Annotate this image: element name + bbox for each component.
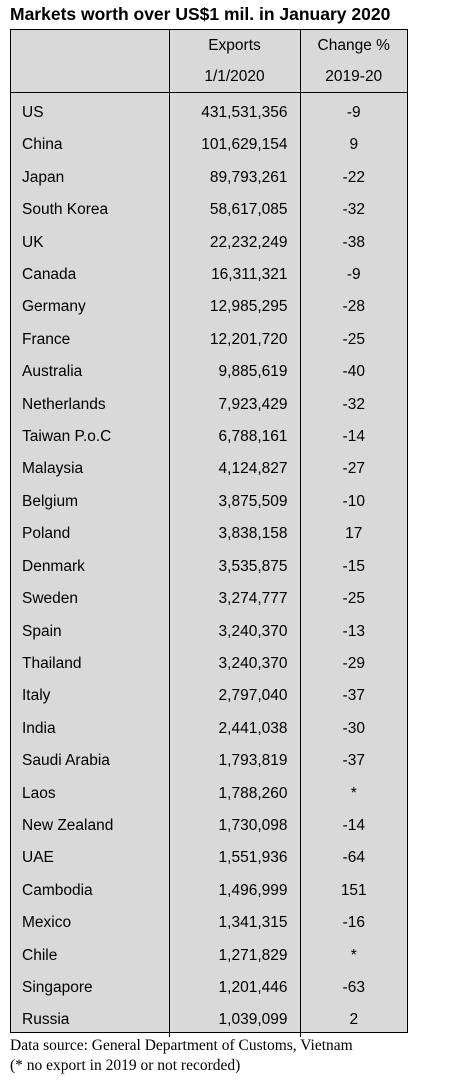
country-cell: Russia: [22, 1011, 70, 1029]
table-header-row: [11, 30, 407, 93]
header-change-period: 2019-20: [325, 68, 383, 85]
table-row: [11, 745, 407, 777]
table-row: [11, 875, 407, 907]
exports-cell: 1,551,936: [169, 842, 300, 874]
exports-cell: 89,793,261: [169, 162, 300, 194]
change-cell: -15: [300, 551, 407, 583]
country-cell: Cambodia: [22, 881, 93, 899]
exports-cell: 1,793,819: [169, 745, 300, 777]
exports-cell: 58,617,085: [169, 194, 300, 226]
country-cell: UK: [22, 233, 44, 251]
table-row: [11, 842, 407, 874]
table-row: [11, 194, 407, 226]
data-source-note: Data source: General Department of Customs, Vietnam: [10, 1037, 353, 1054]
header-exports-date: 1/1/2020: [204, 68, 265, 85]
country-cell: Laos: [22, 784, 56, 802]
exports-cell: 101,629,154: [169, 129, 300, 161]
table-row: [11, 648, 407, 680]
change-cell: -9: [300, 93, 407, 130]
country-cell: India: [22, 719, 56, 737]
change-cell: -40: [300, 356, 407, 388]
exports-cell: 2,797,040: [169, 680, 300, 712]
country-cell: South Korea: [22, 201, 109, 219]
table-row: [11, 778, 407, 810]
table-row: [11, 713, 407, 745]
header-country: [11, 30, 169, 93]
exports-cell: 1,788,260: [169, 778, 300, 810]
country-cell: Italy: [22, 687, 51, 705]
exports-cell: 3,240,370: [169, 616, 300, 648]
country-cell: Saudi Arabia: [22, 752, 110, 770]
country-cell: Thailand: [22, 654, 82, 672]
table-row: [11, 907, 407, 939]
country-cell: Poland: [22, 525, 71, 543]
exports-cell: 12,201,720: [169, 324, 300, 356]
change-cell: -30: [300, 713, 407, 745]
table-row: [11, 129, 407, 161]
change-cell: -37: [300, 745, 407, 777]
exports-cell: 3,240,370: [169, 648, 300, 680]
table-row: [11, 551, 407, 583]
change-cell: 9: [300, 129, 407, 161]
change-cell: *: [300, 778, 407, 810]
exports-cell: 1,730,098: [169, 810, 300, 842]
change-cell: -32: [300, 389, 407, 421]
table-row: [11, 972, 407, 1004]
exports-cell: 6,788,161: [169, 421, 300, 453]
country-cell: Malaysia: [22, 460, 84, 478]
exports-cell: 1,341,315: [169, 907, 300, 939]
country-cell: Taiwan P.o.C: [22, 428, 112, 446]
exports-cell: 2,441,038: [169, 713, 300, 745]
exports-cell: 9,885,619: [169, 356, 300, 388]
exports-cell: 3,535,875: [169, 551, 300, 583]
exports-cell: 12,985,295: [169, 291, 300, 323]
table-row: [11, 486, 407, 518]
change-cell: -64: [300, 842, 407, 874]
country-cell: Belgium: [22, 492, 78, 510]
change-cell: -28: [300, 291, 407, 323]
change-cell: 2: [300, 1004, 407, 1036]
table-row: [11, 421, 407, 453]
header-exports-label: Exports: [208, 37, 261, 54]
country-cell: New Zealand: [22, 816, 114, 834]
country-cell: Japan: [22, 168, 65, 186]
table-row: [11, 227, 407, 259]
change-cell: -25: [300, 583, 407, 615]
change-cell: -32: [300, 194, 407, 226]
country-cell: US: [22, 104, 44, 121]
change-cell: -10: [300, 486, 407, 518]
change-cell: -9: [300, 259, 407, 291]
exports-cell: 3,274,777: [169, 583, 300, 615]
exports-cell: 22,232,249: [169, 227, 300, 259]
exports-cell: 1,201,446: [169, 972, 300, 1004]
change-cell: 17: [300, 518, 407, 550]
exports-cell: 7,923,429: [169, 389, 300, 421]
change-cell: -14: [300, 810, 407, 842]
table-row: [11, 518, 407, 550]
table-row: [11, 259, 407, 291]
country-cell: China: [22, 136, 63, 154]
table-row: [11, 356, 407, 388]
table-row: [11, 453, 407, 485]
exports-cell: 3,838,158: [169, 518, 300, 550]
country-cell: Netherlands: [22, 395, 106, 413]
header-change-label: Change %: [317, 37, 390, 54]
markets-table-container: [10, 29, 408, 1033]
exports-cell: 3,875,509: [169, 486, 300, 518]
change-cell: -63: [300, 972, 407, 1004]
country-cell: UAE: [22, 849, 54, 867]
table-body: [11, 93, 407, 1037]
country-cell: Sweden: [22, 590, 79, 608]
country-cell: Spain: [22, 622, 62, 640]
country-cell: Germany: [22, 298, 86, 316]
table-row: [11, 616, 407, 648]
country-cell: Chile: [22, 946, 58, 964]
change-cell: -38: [300, 227, 407, 259]
table-row: [11, 680, 407, 712]
exports-cell: 1,271,829: [169, 940, 300, 972]
country-cell: Denmark: [22, 557, 85, 575]
table-row: [11, 324, 407, 356]
table-row: [11, 583, 407, 615]
table-row: [11, 162, 407, 194]
header-exports: [169, 30, 300, 93]
table-row: [11, 810, 407, 842]
table-row: [11, 291, 407, 323]
exports-cell: 431,531,356: [169, 93, 300, 130]
country-cell: Canada: [22, 266, 77, 284]
change-cell: -16: [300, 907, 407, 939]
table-row: [11, 389, 407, 421]
country-cell: Australia: [22, 363, 83, 381]
table-row: [11, 1004, 407, 1036]
change-cell: -22: [300, 162, 407, 194]
country-cell: Singapore: [22, 978, 93, 996]
change-cell: -27: [300, 453, 407, 485]
change-cell: -13: [300, 616, 407, 648]
change-cell: -25: [300, 324, 407, 356]
asterisk-note: (* no export in 2019 or not recorded): [10, 1057, 241, 1074]
table-row: [11, 93, 407, 130]
exports-cell: 16,311,321: [169, 259, 300, 291]
table-row: [11, 940, 407, 972]
change-cell: *: [300, 940, 407, 972]
exports-cell: 1,039,099: [169, 1004, 300, 1036]
header-change: [300, 30, 407, 93]
page-title: Markets worth over US$1 mil. in January 2020: [10, 4, 391, 24]
exports-cell: 1,496,999: [169, 875, 300, 907]
exports-cell: 4,124,827: [169, 453, 300, 485]
change-cell: 151: [300, 875, 407, 907]
country-cell: Mexico: [22, 914, 72, 932]
change-cell: -29: [300, 648, 407, 680]
markets-table: [11, 30, 407, 1037]
change-cell: -37: [300, 680, 407, 712]
footer: [10, 1036, 353, 1076]
change-cell: -14: [300, 421, 407, 453]
country-cell: France: [22, 330, 71, 348]
